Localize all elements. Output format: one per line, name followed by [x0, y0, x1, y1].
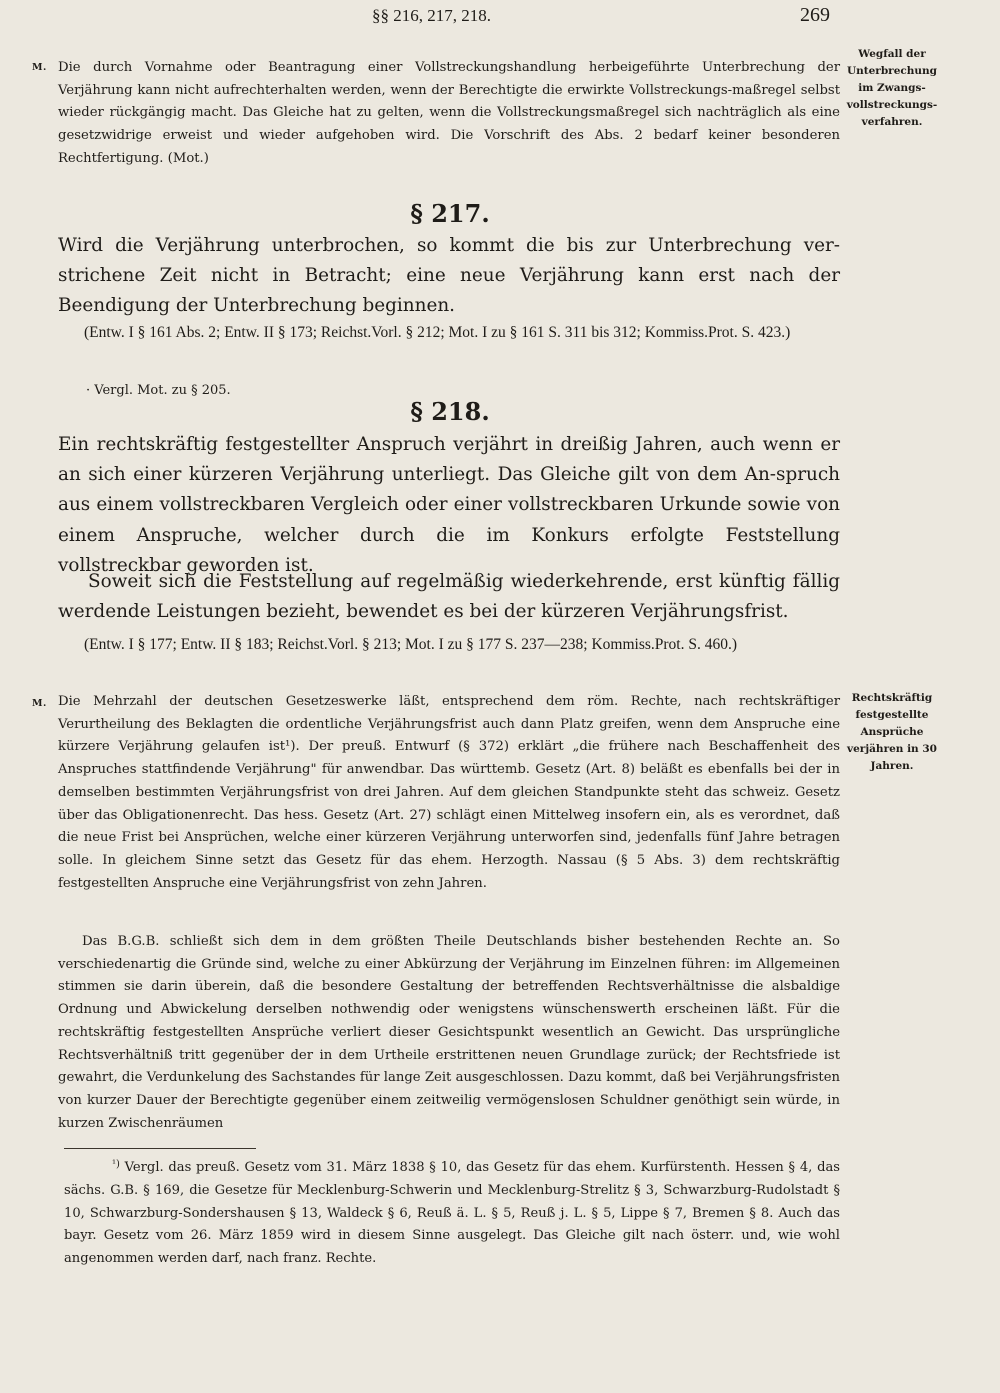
commentary-218-part-2: Das B.G.B. schließt sich dem in dem größten Theile Deutschlands bisher bestehenden Rechte an. So verschiedenartig die Gründe sind, welche zu einer Abkürzung der Verjährung im Einzelnen führen: im Allgemeinen stimmen sie darin überein, daß die besondere Gestaltung der betreffenden Rechtsverhältnisse die alsbaldige Ordnung und Abwickelung derselben nothwendig oder wenigstens wünschenswerth erscheinen läßt. Für die rechtskräftig festgestellten Ansprüche verliert dieser Gesichtspunkt wesentlich an Gewicht. Das ursprüngliche Rechtsverhältniß tritt gegenüber der in dem Urtheile erstrittenen neuen Grundlage zurück; der Rechtsfriede ist gewahrt, die Verdunkelung des Sachstandes für lange Zeit ausgeschlossen. Dazu kommt, daß bei Verjährungsfristen von kurzer Dauer der Berechtigte gegenüber einem zeitweilig vermögenslosen Schuldner genöthigt sein würde, in kurzen Zwischenräumen — [58, 934, 840, 1131]
section-217-references: (Entw. I § 161 Abs. 2; Entw. II § 173; Reichst.Vorl. § 212; Mot. I zu § 161 S. 311 bis 312; Kommiss.Prot. S. 423.) — [84, 324, 791, 341]
footnote-1 — [64, 1154, 840, 1271]
page-number: 269 — [800, 4, 830, 26]
margin-note-rechtskraeftig: Rechtskräftig festgestellte Ansprüche verjähren in 30 Jahren. — [847, 692, 937, 772]
section-218-paragraph-1: Ein rechtskräftig festgestellter Anspruch verjährt in dreißig Jahren, auch wenn er an sich einer kürzeren Verjährung unterliegt. Das Gleiche gilt von dem An-spruch aus einem vollstreckbaren Vergleich oder einer vollstreckbaren Urkunde sowie von einem Anspruche, welcher durch die im Konkurs erfolgte Feststellung vollstreckbar geworden ist. — [58, 434, 840, 576]
section-218-references: (Entw. I § 177; Entw. II § 183; Reichst.Vorl. § 213; Mot. I zu § 177 S. 237—238; Kommiss.Prot. S. 460.) — [84, 636, 737, 653]
footnote-divider — [64, 1148, 256, 1149]
section-217-vergl: · Vergl. Mot. zu § 205. — [86, 383, 231, 398]
motive-marker-2: M. — [32, 698, 47, 709]
footnote-text: Vergl. das preuß. Gesetz vom 31. März 1838 § 10, das Gesetz für das ehem. Kurfürstenth. Hessen § 4, das sächs. G.B. § 169, die Gesetze für Mecklenburg-Schwerin und Mecklenburg-Strelitz § 3, Schwarzburg-Rudolstadt § 10, Schwarzburg-Sondershausen § 13, Waldeck § 6, Reuß ä. L. § 5, Reuß j. L. § 5, Lippe § 7, Bremen § 8. Auch das bayr. Gesetz vom 26. März 1859 wird in diesem Sinne ausgelegt. Das Gleiche gilt nach österr. und, wie wohl angenommen werden darf, nach franz. Rechte. — [64, 1160, 840, 1267]
commentary-218-part-1: Die Mehrzahl der deutschen Gesetzeswerke läßt, entsprechend dem röm. Rechte, nach rechtskräftiger Verurtheilung des Beklagten die ordentliche Verjährungsfrist auch dann Platz greifen, wenn dem Anspruche eine kürzere Verjährung gelaufen ist¹). Der preuß. Entwurf (§ 372) erklärt „die frühere nach Beschaffenheit des Anspruches stattfindende Verjährung" für anwendbar. Das württemb. Gesetz (Art. 8) beläßt es ebenfalls bei der in demselben bestimmten Verjährungsfrist von drei Jahren. Auf dem gleichen Standpunkte steht das schweiz. Gesetz über das Obligationenrecht. Das hess. Gesetz (Art. 27) schlägt einen Mittelweg insofern ein, als es verordnet, daß die neue Frist bei Ansprüchen, welche einer kürzeren Verjährung unterworfen sind, jedenfalls fünf Jahre betragen solle. In gleichem Sinne setzt das Gesetz für das ehem. Herzogth. Nassau (§ 5 Abs. 3) dem rechtskräftig festgestellten Anspruche eine Verjährungsfrist von zehn Jahren. — [58, 694, 840, 891]
margin-note-wegfall: Wegfall der Unterbrechung im Zwangs-vollstreckungs-verfahren. — [846, 48, 938, 128]
footnote-marker: ¹) — [112, 1159, 120, 1170]
motive-marker: M. — [32, 62, 47, 73]
section-218-paragraph-2: Soweit sich die Feststellung auf regelmäßig wiederkehrende, erst künftig fällig werdende Leistungen bezieht, bewendet es bei der kürzeren Verjährungsfrist. — [58, 571, 840, 623]
page-header-title: §§ 216, 217, 218. — [372, 6, 491, 25]
section-217-text: Wird die Verjährung unterbrochen, so kommt die bis zur Unterbrechung ver-strichene Zeit nicht in Betracht; eine neue Verjährung kann erst nach der Beendigung der Unterbrechung beginnen. — [58, 235, 840, 317]
commentary-216: Die durch Vornahme oder Beantragung einer Vollstreckungshandlung herbeigeführte Unterbrechung der Verjährung kann nicht aufrechterhalten werden, wenn der Berechtigte die erwirkte Vollstreckungs-maßregel selbst wieder rückgängig macht. Das Gleiche hat zu gelten, wenn die Vollstreckungsmaßregel sich nachträglich als eine gesetzwidrige erweist und wieder aufgehoben wird. Die Vorschrift des Abs. 2 bedarf keiner besonderen Rechtfertigung. (Mot.) — [58, 60, 840, 166]
section-218-heading: § 218. — [410, 397, 490, 426]
section-217-heading: § 217. — [410, 199, 490, 228]
